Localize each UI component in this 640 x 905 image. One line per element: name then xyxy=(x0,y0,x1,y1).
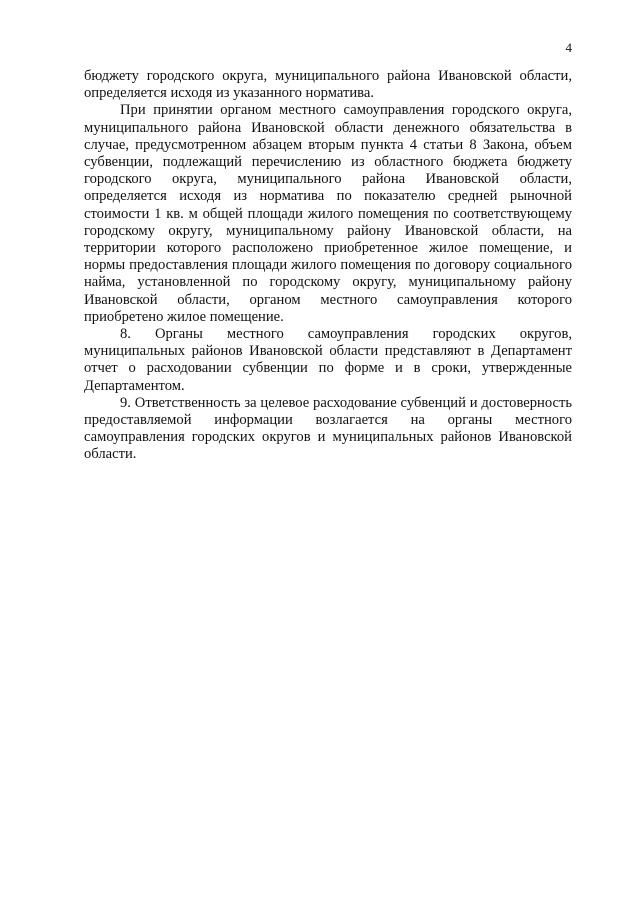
paragraph-item-8: 8. Органы местного самоуправления городских округов, муниципальных районов Ивановской области представляют в Департамент отчет о расходовании субвенции по форме и в сроки, утвержденные Департаментом. xyxy=(84,326,572,394)
paragraph-subvention-volume: При принятии органом местного самоуправления городского округа, муниципального района Ивановской области денежного обязательства в случае, предусмотренном абзацем вторым пункта 4 статьи 8 Закона, объем субвенции, подлежащий перечислению из областного бюджета бюджету городского округа, муниципального района Ивановской области, определяется исходя из норматива по показателю средней рыночной стоимости 1 кв. м общей площади жилого помещения по соответствующему городскому округу, муниципальному району Ивановской области, на территории которого расположено приобретенное жилое помещение, и нормы предоставления площади жилого помещения по договору социального найма, установленной по городскому округу, муниципальному району Ивановской области, органом местного самоуправления которого приобретено жилое помещение. xyxy=(84,102,572,325)
page-number: 4 xyxy=(565,40,572,55)
document-body xyxy=(84,68,572,464)
paragraph-item-9: 9. Ответственность за целевое расходование субвенций и достоверность предоставляемой информации возлагается на органы местного самоуправления городских округов и муниципальных районов Ивановской области. xyxy=(84,394,572,463)
paragraph-continuation: бюджету городского округа, муниципального района Ивановской области, определяется исходя из указанного норматива. xyxy=(84,68,572,102)
